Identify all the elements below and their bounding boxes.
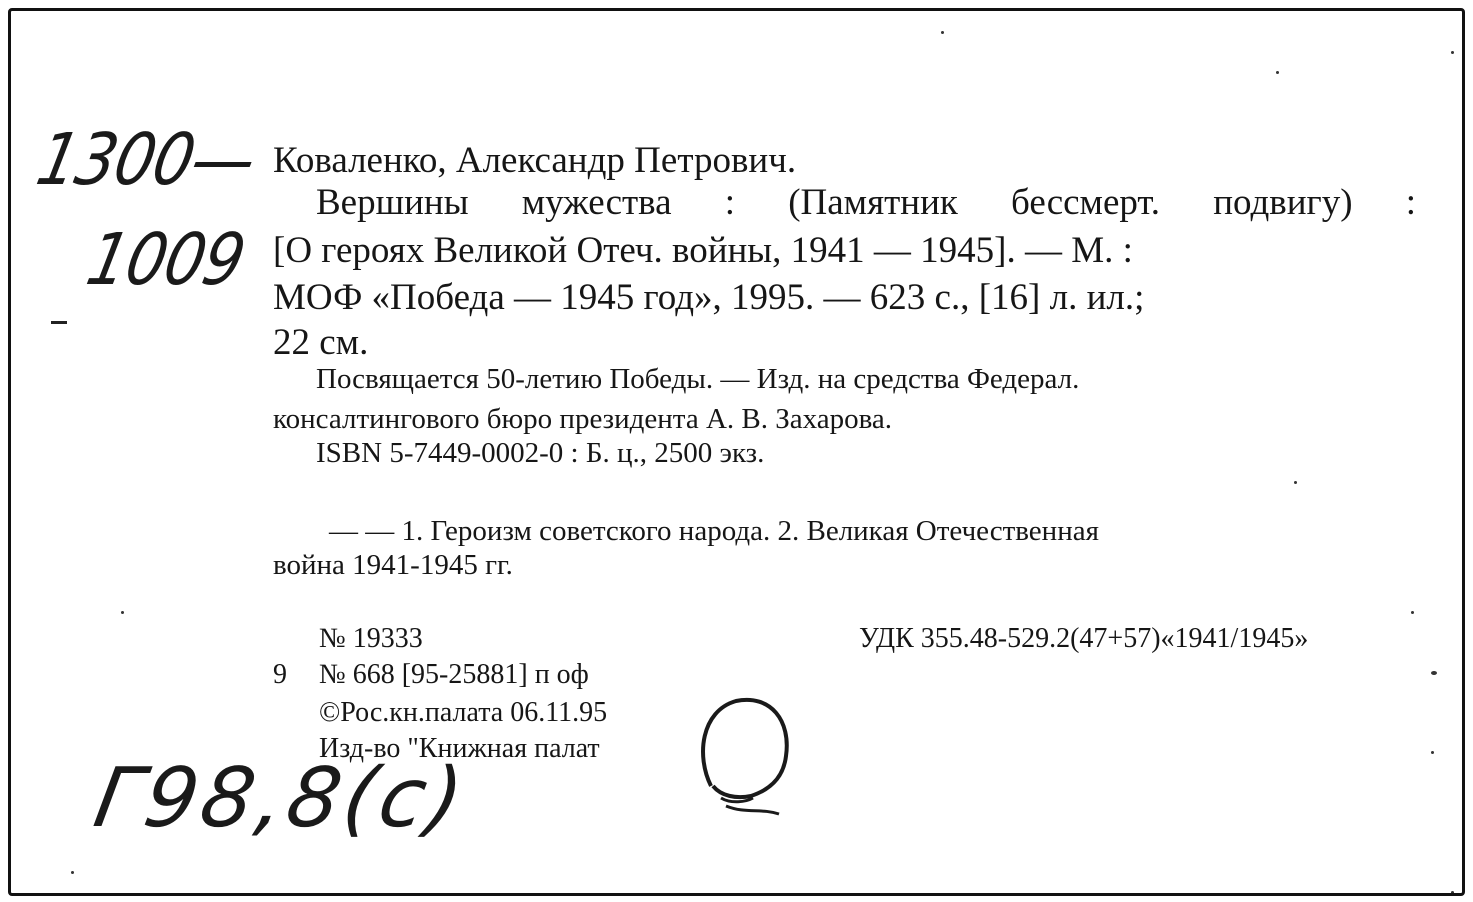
subjects-line-1: — — 1. Героизм советского народа. 2. Великая Отечественная bbox=[329, 515, 1099, 547]
title-line-3: МОФ «Победа — 1945 год», 1995. — 623 с., [16] л. ил.; bbox=[273, 277, 1145, 318]
speck bbox=[1451, 51, 1454, 54]
catalog-card bbox=[8, 8, 1465, 896]
title-line-1: Вершины мужества : (Памятник бессмерт. подвигу) : bbox=[316, 182, 1416, 223]
note-line-2: консалтингового бюро президента А. В. Захарова. bbox=[273, 403, 893, 435]
speck bbox=[1276, 71, 1279, 74]
speck bbox=[1431, 671, 1437, 675]
handwritten-call-number-bottom: 1009 bbox=[80, 217, 252, 302]
author-heading: Коваленко, Александр Петрович. bbox=[273, 140, 797, 181]
order-number: № 668 [95-25881] п оф bbox=[319, 659, 589, 690]
speck bbox=[1411, 611, 1414, 614]
publisher-line: Изд-во "Книжная палат bbox=[319, 733, 600, 764]
udk-classification: УДК 355.48-529.2(47+57)«1941/1945» bbox=[859, 623, 1309, 654]
speck bbox=[1294, 481, 1297, 484]
speck bbox=[1431, 751, 1434, 754]
speck bbox=[941, 31, 944, 34]
note-line-1: Посвящается 50-летию Победы. — Изд. на средства Федерал. bbox=[316, 363, 1080, 395]
drawn-loop-mark bbox=[691, 686, 801, 836]
title-line-4: 22 см. bbox=[273, 322, 369, 363]
speck bbox=[1451, 891, 1454, 894]
isbn-line: ISBN 5-7449-0002-0 : Б. ц., 2500 экз. bbox=[316, 437, 765, 469]
subjects-line-2: война 1941-1945 гг. bbox=[273, 549, 513, 581]
title-line-2: [О героях Великой Отеч. войны, 1941 — 1945]. — М. : bbox=[273, 230, 1133, 271]
mark-dash bbox=[51, 321, 67, 324]
registration-number: № 19333 bbox=[319, 623, 423, 654]
card-index-number: 9 bbox=[273, 659, 287, 690]
speck bbox=[71, 871, 74, 874]
handwritten-classification: Г98,8(с) bbox=[87, 751, 474, 846]
speck bbox=[121, 611, 124, 614]
copyright-line: ©Рос.кн.палата 06.11.95 bbox=[319, 697, 608, 728]
handwritten-call-number-top: 1300— bbox=[30, 117, 263, 202]
